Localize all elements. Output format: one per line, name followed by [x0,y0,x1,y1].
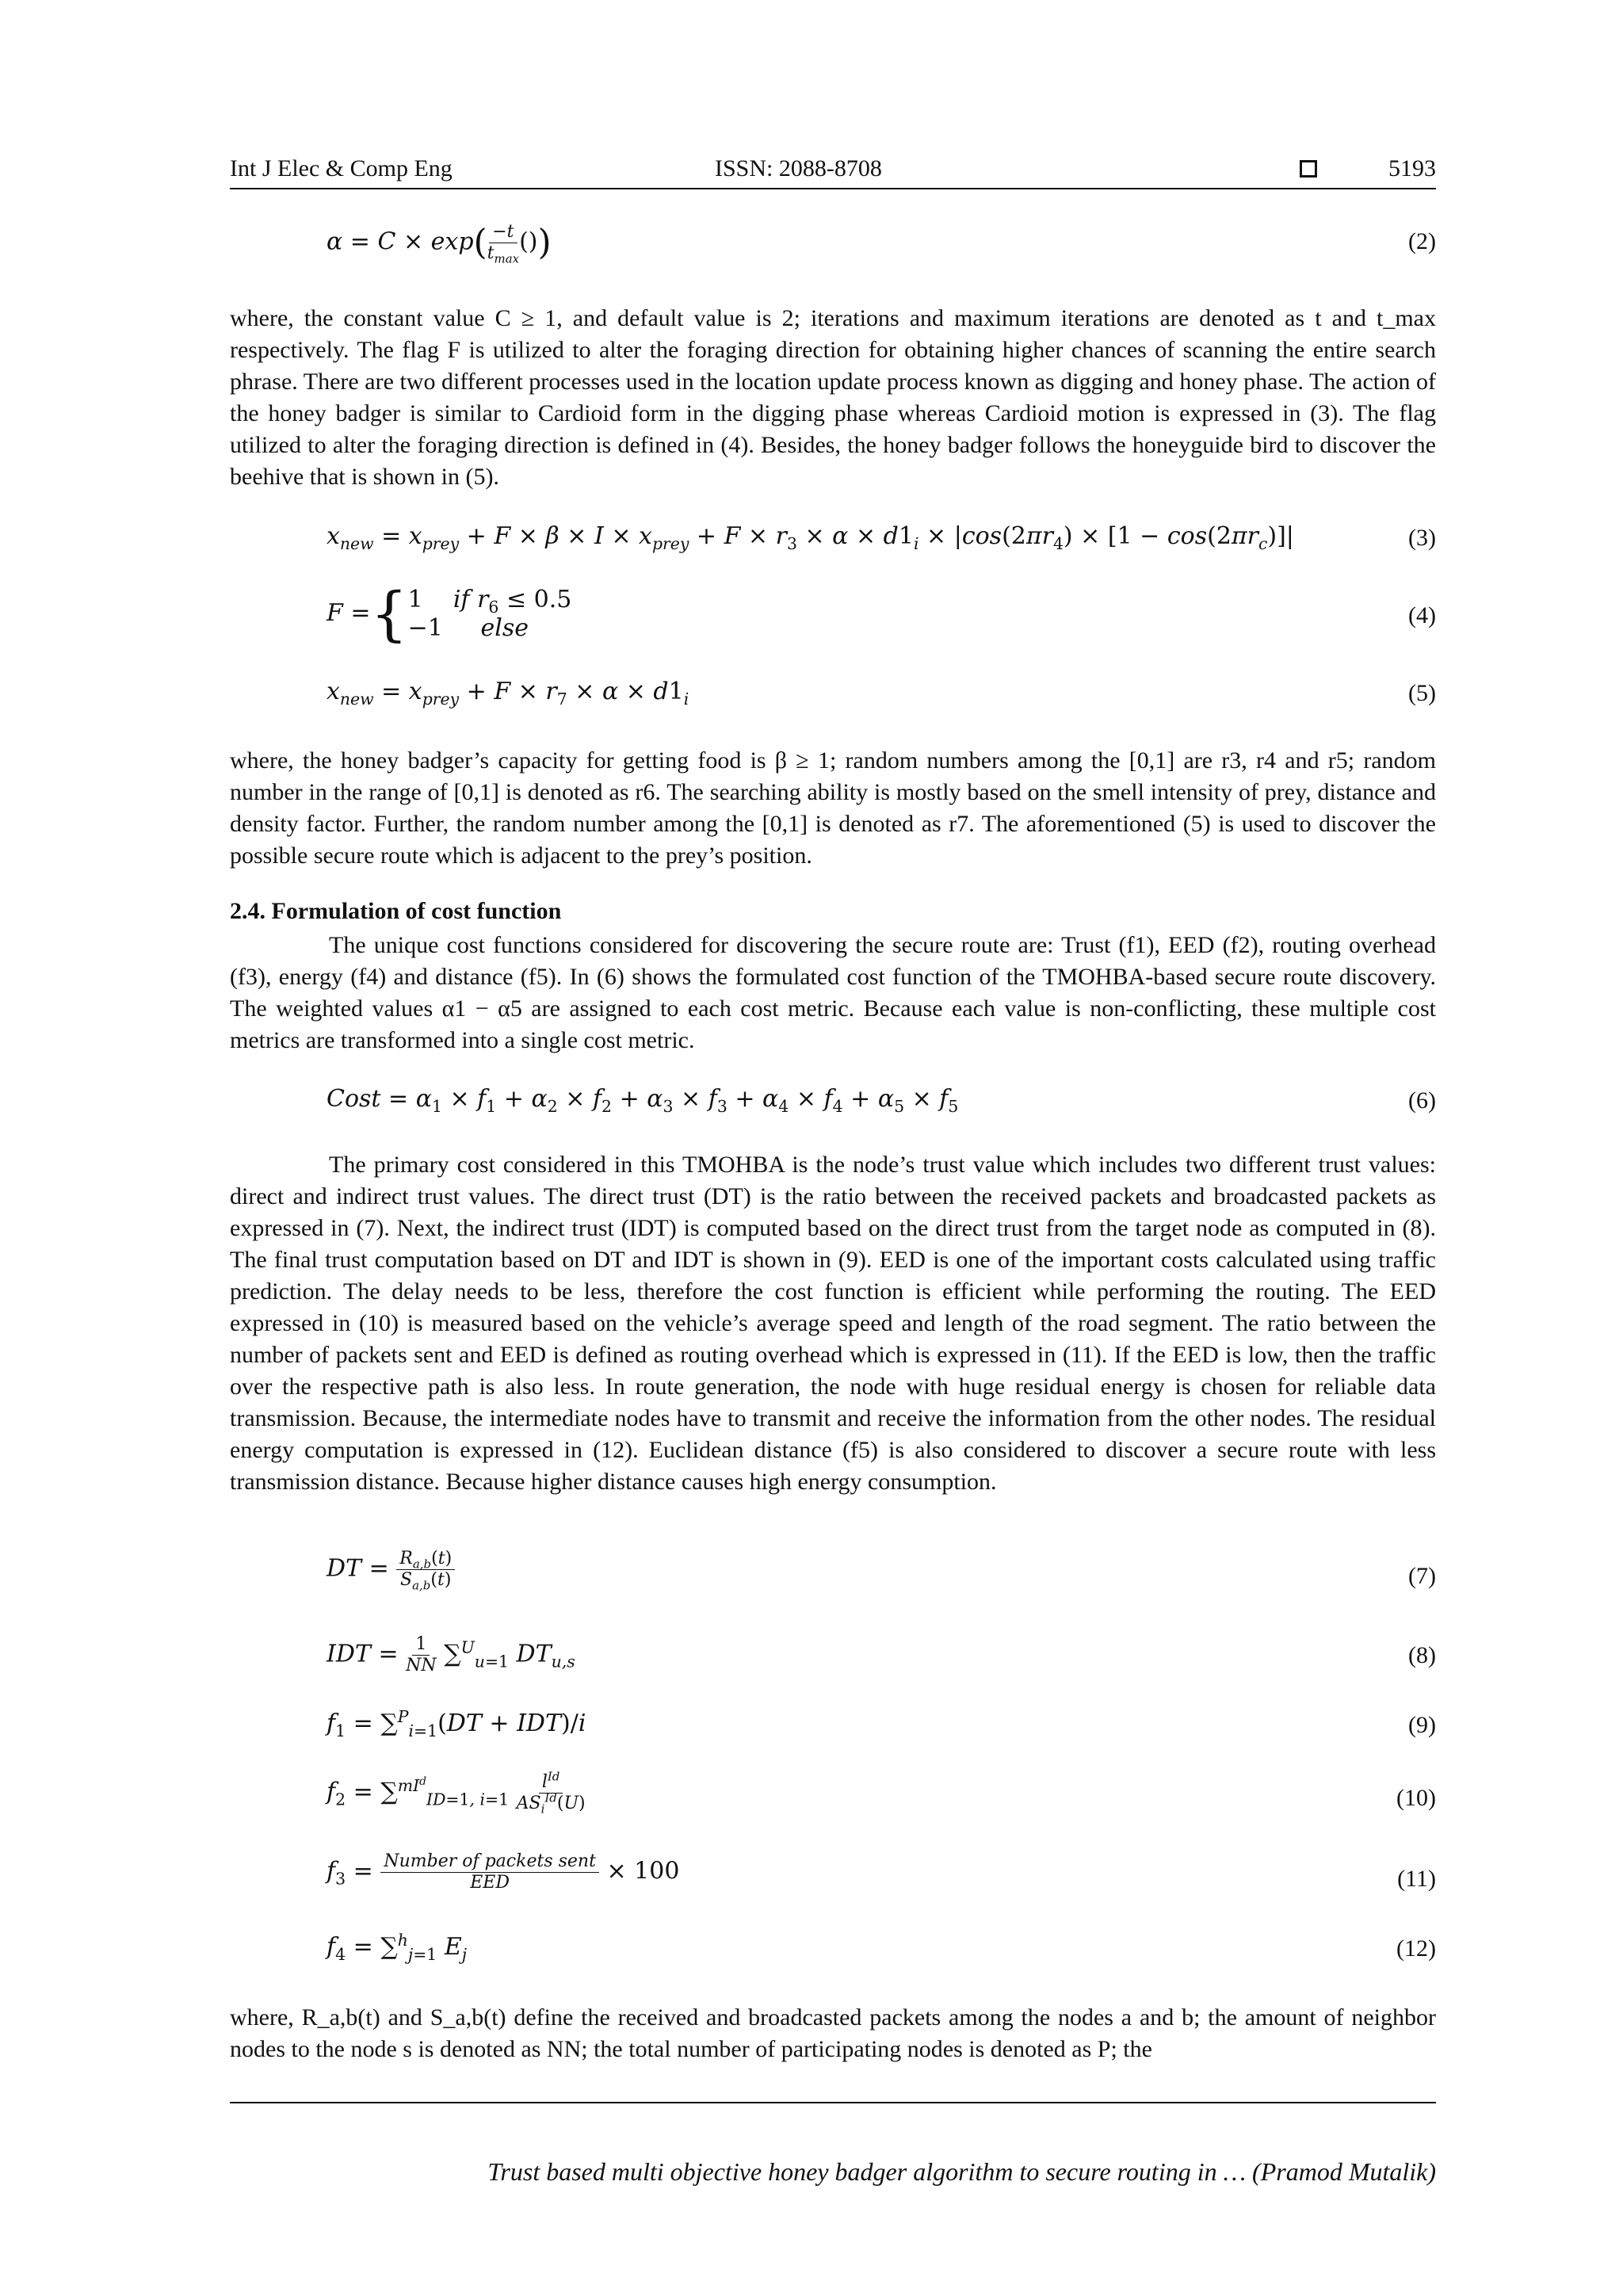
paragraph-3 [230,930,1436,1056]
equation-12: $f_4 = \sum^h_{j=1}$ $E_j$ [327,1931,468,1964]
equation-number-12: (12) [1396,1935,1436,1962]
equation-6: Cost = $\alpha_1 \times f_1 + \alpha_2 \times f_2 + \alpha_3 \times f_3 + \alpha_4 \times f_4 + \alpha_5 \times f_5$ [327,1085,959,1116]
equation-number-8: (8) [1408,1642,1436,1668]
equation-number-10: (10) [1396,1785,1436,1811]
section-heading: 2.4. Formulation of cost function [230,898,562,924]
paragraph-3-text: The unique cost functions considered for discovering the secure route are: Trust (f1), EED (f2), routing overhead (f3), energy (f4) and distance (f5). In (6) shows the formulated cost function of the TMOHBA-based secure route discovery. The weighted values α1 − α5 are assigned to each cost metric. Because each value is non-conflicting, these multiple cost metrics are transformed into a single cost metric. [230,932,1436,1053]
equation-number-11: (11) [1397,1866,1436,1892]
running-footer: Trust based multi objective honey badger algorithm to secure routing in … (Pramod Mutalik) [487,2157,1436,2186]
equation-number-6: (6) [1408,1087,1436,1114]
equation-5: $x_{new} = x_{prey} + F \times r_7 \times \alpha \times d1_i$ [327,678,689,709]
paragraph-4-text: The primary cost considered in this TMOHBA is the node’s trust value which includes two different trust values: direct and indirect trust values. The direct trust (DT) is the ratio between the received packets and broadcasted packets as expressed in (7). Next, the indirect trust (IDT) is computed based on the direct trust from the target node as computed in (8). The final trust computation based on DT and IDT is shown in (9). EED is one of the important costs calculated using traffic prediction. The delay needs to be less, therefore the cost function is efficient while performing the routing. The EED expressed in (10) is measured based on the vehicle’s average speed and length of the road segment. The ratio between the number of packets sent and EED is defined as routing overhead which is expressed in (11). If the EED is low, then the traffic over the respective path is also less. In route generation, the node with huge residual energy is chosen for reliable data transmission. Because, the intermediate nodes have to transmit and receive the information from the other nodes. The residual energy computation is expressed in (12). Euclidean distance (f5) is also considered to discover a secure route with less transmission distance. Because higher distance causes high energy consumption. [230,1152,1436,1495]
equation-3: $x_{new} = x_{prey} + F \times \beta \times I \times x_{prey} + F \times r_3 \times \alpha \times d1_i \times |\cos(2\pi r_4) \times [1 - \cos(2\pi r_c)]|$ [327,522,1294,553]
equation-number-7: (7) [1408,1563,1436,1589]
equation-number-5: (5) [1408,680,1436,706]
equation-number-3: (3) [1408,525,1436,551]
paragraph-1: where, the constant value C ≥ 1, and default value is 2; iterations and maximum iterations are denoted as t and t_max respectively. The flag F is utilized to alter the foraging direction for obtaining higher chances of scanning the entire search phrase. There are two different processes used in the location update process known as digging and honey phase. The action of the honey badger is similar to Cardioid form in the digging phase whereas Cardioid motion is expressed in (3). The flag utilized to alter the foraging direction is defined in (4). Besides, the honey badger follows the honeyguide bird to discover the beehive that is shown in (5). [230,305,1436,490]
running-header-box-icon [1300,155,1317,182]
page-number: 5193 [1388,155,1436,181]
equation-10: $f_2 = \sum^{mI^d}_{ID=1, i=1}$ $\frac{l^{Id}}{AS_i^{Id}(U)}$ [327,1769,586,1817]
equation-7: DT = $\frac{R_{a,b}(t)}{S_{a,b}(t)}$ [327,1550,455,1589]
paragraph-2: where, the honey badger’s capacity for getting food is β ≥ 1; random numbers among the [0,1] are r3, r4 and r5; random number in the range of [0,1] is denoted as r6. The searching ability is mostly based on the smell intensity of prey, distance and density factor. Further, the random number among the [0,1] is denoted as r7. The aforementioned (5) is used to discover the possible secure route which is adjacent to the prey’s position. [230,747,1436,869]
equation-11: $f_3$ = $\frac{\text{Number of packets sent}}{\text{EED}}$ × 100 [327,1851,680,1893]
paragraph-4 [230,1149,1436,1498]
equation-2: α = C × exp( $\frac{-t}{t_{max}}$ ()) [327,222,552,266]
footer-rule [230,2102,1436,2103]
equation-number-9: (9) [1408,1712,1436,1738]
running-header-issn: ISSN: 2088-8708 [715,155,882,181]
equation-8: IDT = $\frac{1}{NN}$ ∑$^U_{u=1}$ $DT_{u,s}$ [327,1634,575,1675]
header-rule [230,188,1436,189]
equation-number-4: (4) [1408,602,1436,628]
equation-4: F ={ 1 if $r_6 \le 0.5$ −1 else [327,580,572,648]
equation-9: $f_1 = \sum^P_{i=1}(DT + IDT)/i$ [327,1707,586,1740]
paragraph-5: where, R_a,b(t) and S_a,b(t) define the received and broadcasted packets among the nodes a and b; the amount of neighbor nodes to the node s is denoted as NN; the total number of participating nodes is denoted as P; the [230,2004,1436,2062]
equation-number-2: (2) [1408,228,1436,254]
running-header-journal: Int J Elec & Comp Eng [230,155,453,181]
